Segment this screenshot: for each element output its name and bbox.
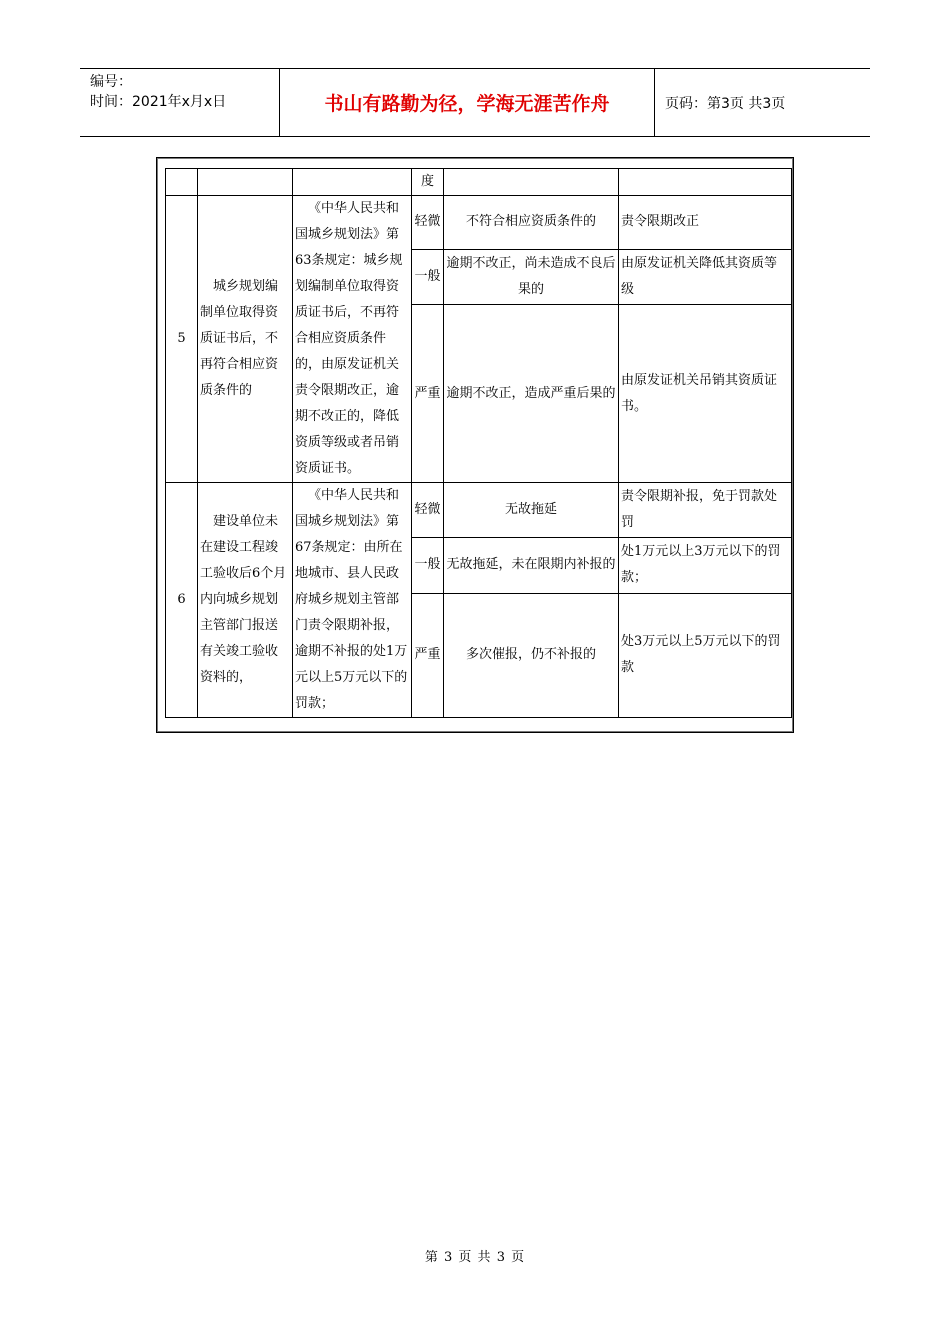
situation-cell: 不符合相应资质条件的 <box>444 196 619 250</box>
penalty-cell: 责令限期补报，免于罚款处罚 <box>619 483 792 538</box>
situation-cell: 无故拖延，未在限期内补报的 <box>444 537 619 593</box>
degree-cell: 严重 <box>412 305 444 483</box>
violation-behavior: 城乡规划编制单位取得资质证书后，不再符合相应资质条件的 <box>198 196 293 483</box>
penalty-cell: 责令限期改正 <box>619 196 792 250</box>
situation-cell: 逾期不改正，尚未造成不良后果的 <box>444 249 619 305</box>
penalty-cell: 处1万元以上3万元以下的罚款； <box>619 537 792 593</box>
row-number: 6 <box>166 483 198 718</box>
degree-header: 度 <box>412 169 444 196</box>
time-label: 时间：2021年x月x日 <box>90 94 227 110</box>
penalty-table <box>165 168 792 718</box>
row-number: 5 <box>166 196 198 483</box>
penalty-cell: 处3万元以上5万元以下的罚款 <box>619 593 792 717</box>
penalty-cell: 由原发证机关降低其资质等级 <box>619 249 792 305</box>
legal-basis: 《中华人民共和国城乡规划法》第67条规定：由所在地城市、县人民政府城乡规划主管部门责令限期补报，逾期不补报的处1万元以上5万元以下的罚款； <box>293 483 412 718</box>
situation-cell: 多次催报，仍不补报的 <box>444 593 619 717</box>
degree-cell: 轻微 <box>412 196 444 250</box>
degree-cell: 严重 <box>412 593 444 717</box>
page-header <box>80 68 870 137</box>
situation-cell: 无故拖延 <box>444 483 619 538</box>
page-footer: 第 3 页 共 3 页 <box>424 1250 526 1265</box>
number-label: 编号： <box>90 74 132 90</box>
situation-cell: 逾期不改正，造成严重后果的 <box>444 305 619 483</box>
table-row <box>166 483 792 538</box>
header-page-info: 页码：第3页 共3页 <box>665 95 786 112</box>
table-row <box>166 169 792 196</box>
penalty-cell: 由原发证机关吊销其资质证书。 <box>619 305 792 483</box>
legal-basis: 《中华人民共和国城乡规划法》第63条规定：城乡规划编制单位取得资质证书后，不再符合相应资质条件的，由原发证机关责令限期改正，逾期不改正的，降低资质等级或者吊销资质证书。 <box>293 196 412 483</box>
degree-cell: 一般 <box>412 249 444 305</box>
header-meta <box>80 69 280 136</box>
degree-cell: 轻微 <box>412 483 444 538</box>
degree-cell: 一般 <box>412 537 444 593</box>
violation-behavior: 建设单位未在建设工程竣工验收后6个月内向城乡规划主管部门报送有关竣工验收资料的， <box>198 483 293 718</box>
header-motto: 书山有路勤为径，学海无涯苦作舟 <box>280 69 655 136</box>
table-row <box>166 196 792 250</box>
